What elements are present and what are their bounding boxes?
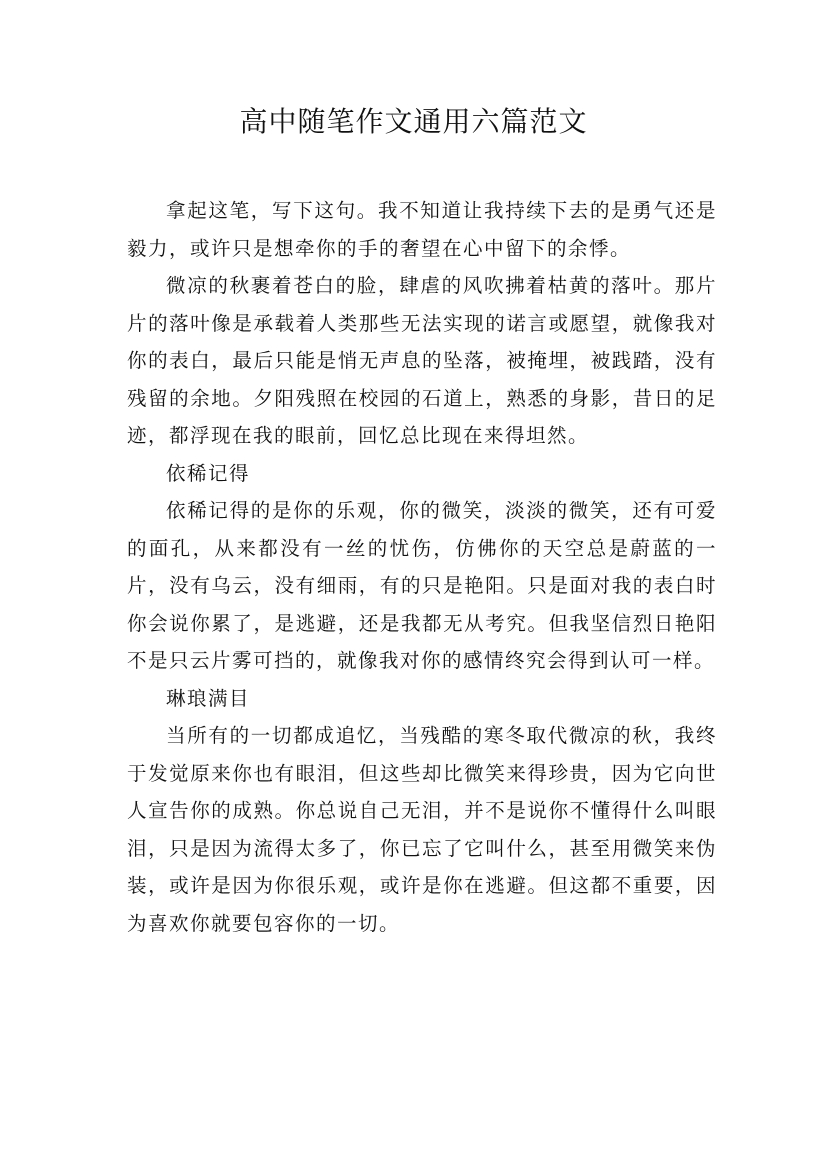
paragraph-4: 当所有的一切都成追忆，当残酷的寒冬取代微凉的秋，我终于发觉原来你也有眼泪，但这些却比微笑来得珍贵，因为它向世人宣告你的成熟。你总说自己无泪，并不是说你不懂得什么叫眼泪，只是因为流得太多了，你已忘了它叫什么，甚至用微笑来伪装，或许是因为你很乐观，或许是你在逃避。但这都不重要，因为喜欢你就要包容你的一切。 <box>127 724 717 935</box>
document-title: 高中随笔作文通用六篇范文 <box>239 105 588 138</box>
paragraph-1: 拿起这笔，写下这句。我不知道让我持续下去的是勇气还是毅力，或许只是想牵你的手的奢望在心中留下的余悸。 <box>127 199 717 260</box>
section-heading-1: 依稀记得 <box>166 461 251 485</box>
section-heading-2: 琳琅满目 <box>166 686 251 710</box>
document-body <box>127 192 717 942</box>
paragraph-3: 依稀记得的是你的乐观，你的微笑，淡淡的微笑，还有可爱的面孔，从来都没有一丝的忧伤，仿佛你的天空总是蔚蓝的一片，没有乌云，没有细雨，有的只是艳阳。只是面对我的表白时你会说你累了，是逃避，还是我都无从考究。但我坚信烈日艳阳不是只云片雾可挡的，就像我对你的感情终究会得到认可一样。 <box>127 499 717 672</box>
paragraph-2: 微凉的秋裹着苍白的脸，肆虐的风吹拂着枯黄的落叶。那片片的落叶像是承载着人类那些无法实现的诺言或愿望，就像我对你的表白，最后只能是悄无声息的坠落，被掩埋，被践踏，没有残留的余地。夕阳残照在校园的石道上，熟悉的身影，昔日的足迹，都浮现在我的眼前，回忆总比现在来得坦然。 <box>127 274 717 447</box>
